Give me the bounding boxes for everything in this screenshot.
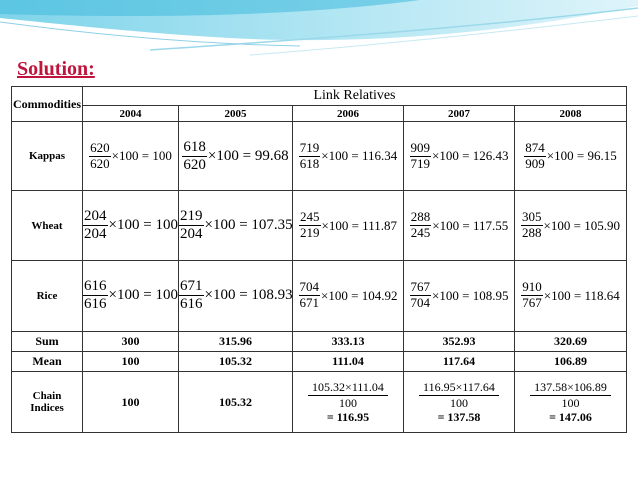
link-relative-cell — [293, 122, 404, 191]
numerator: 874 — [525, 139, 545, 155]
link-relative-cell — [404, 191, 515, 261]
slide-title: Solution: — [17, 58, 95, 80]
link-relatives-table — [11, 86, 627, 433]
denominator: 620 — [183, 156, 206, 173]
row-label-sum: Sum — [12, 331, 83, 351]
link-relative-cell — [404, 122, 515, 191]
sum-value: 352.93 — [404, 331, 515, 351]
numerator: 719 — [299, 139, 320, 155]
mean-value: 100 — [83, 352, 179, 372]
mean-value: 106.89 — [515, 352, 627, 372]
chain-denominator: 100 — [339, 395, 357, 410]
multiplier-result: ×100 = 96.15 — [546, 148, 617, 164]
numerator: 909 — [410, 139, 431, 155]
chain-numerator: 105.32×111.04 — [308, 380, 388, 396]
denominator: 704 — [410, 295, 431, 311]
numerator: 620 — [90, 139, 110, 155]
chain-label-line2: Indices — [30, 402, 64, 415]
sum-value: 315.96 — [179, 331, 293, 351]
sum-value: 320.69 — [515, 331, 627, 351]
link-relative-cell — [83, 260, 179, 331]
denominator: 618 — [299, 155, 320, 171]
chain-index-value: 105.32 — [179, 372, 293, 433]
link-relative-cell — [515, 122, 627, 191]
multiplier-result: ×100 = 100 — [108, 217, 178, 234]
denominator: 909 — [525, 155, 545, 171]
numerator: 910 — [522, 279, 542, 295]
multiplier-result: ×100 = 105.90 — [543, 217, 620, 233]
multiplier-result: ×100 = 116.34 — [321, 148, 398, 164]
chain-result: = 147.06 — [549, 410, 592, 425]
link-relative-cell — [404, 260, 515, 331]
year-header: 2006 — [293, 106, 404, 122]
denominator: 620 — [90, 155, 110, 171]
link-relatives-header: Link Relatives — [83, 87, 627, 106]
chain-denominator: 100 — [450, 395, 468, 410]
multiplier-result: ×100 = 108.93 — [204, 287, 293, 304]
row-label-wheat: Wheat — [12, 191, 83, 261]
denominator: 204 — [180, 226, 203, 243]
numerator: 616 — [83, 278, 108, 296]
year-header: 2007 — [404, 106, 515, 122]
multiplier-result: ×100 = 108.95 — [432, 287, 509, 303]
numerator: 305 — [522, 209, 542, 225]
multiplier-result: ×100 = 117.55 — [432, 217, 509, 233]
sum-value: 333.13 — [293, 331, 404, 351]
row-label-rice: Rice — [12, 260, 83, 331]
chain-index-calc — [293, 372, 404, 433]
numerator: 704 — [299, 279, 320, 295]
chain-numerator: 116.95×117.64 — [419, 380, 499, 396]
denominator: 767 — [522, 295, 542, 311]
chain-numerator: 137.58×106.89 — [530, 380, 611, 396]
chain-index-value: 100 — [83, 372, 179, 433]
year-header: 2005 — [179, 106, 293, 122]
mean-value: 117.64 — [404, 352, 515, 372]
numerator: 204 — [83, 208, 108, 226]
multiplier-result: ×100 = 99.68 — [207, 147, 289, 164]
multiplier-result: ×100 = 126.43 — [432, 148, 509, 164]
multiplier-result: ×100 = 107.35 — [204, 217, 293, 234]
decorative-wave-banner — [0, 0, 638, 70]
chain-label-line1: Chain — [32, 390, 62, 403]
mean-value: 105.32 — [179, 352, 293, 372]
multiplier-result: ×100 = 100 — [111, 148, 172, 164]
link-relative-cell — [83, 122, 179, 191]
numerator: 245 — [300, 209, 320, 225]
link-relative-cell — [179, 122, 293, 191]
link-relative-cell — [179, 191, 293, 261]
row-label-chain-indices — [12, 372, 83, 433]
link-relative-cell — [293, 191, 404, 261]
denominator: 245 — [410, 225, 431, 241]
multiplier-result: ×100 = 118.64 — [543, 287, 620, 303]
chain-index-calc — [515, 372, 627, 433]
chain-result: = 137.58 — [437, 410, 481, 425]
link-relative-cell — [515, 260, 627, 331]
denominator: 719 — [410, 155, 431, 171]
chain-index-calc — [404, 372, 515, 433]
numerator: 671 — [179, 278, 204, 296]
link-relative-cell — [83, 191, 179, 261]
numerator: 219 — [179, 208, 204, 226]
mean-value: 111.04 — [293, 352, 404, 372]
year-header: 2008 — [515, 106, 627, 122]
denominator: 616 — [84, 296, 107, 313]
numerator: 618 — [182, 139, 207, 157]
numerator: 288 — [410, 209, 431, 225]
multiplier-result: ×100 = 104.92 — [321, 287, 398, 303]
chain-denominator: 100 — [561, 395, 580, 410]
multiplier-result: ×100 = 111.87 — [321, 217, 397, 233]
multiplier-result: ×100 = 100 — [108, 287, 178, 304]
link-relative-cell — [179, 260, 293, 331]
numerator: 767 — [410, 279, 431, 295]
link-relative-cell — [293, 260, 404, 331]
denominator: 671 — [299, 295, 320, 311]
commodities-header: Commodities — [12, 87, 83, 122]
year-header: 2004 — [83, 106, 179, 122]
row-label-kappas: Kappas — [12, 122, 83, 191]
sum-value: 300 — [83, 331, 179, 351]
denominator: 204 — [84, 226, 107, 243]
row-label-mean: Mean — [12, 352, 83, 372]
denominator: 616 — [180, 296, 203, 313]
link-relative-cell — [515, 191, 627, 261]
chain-result: = 116.95 — [326, 410, 370, 425]
denominator: 288 — [522, 225, 542, 241]
denominator: 219 — [300, 225, 320, 241]
